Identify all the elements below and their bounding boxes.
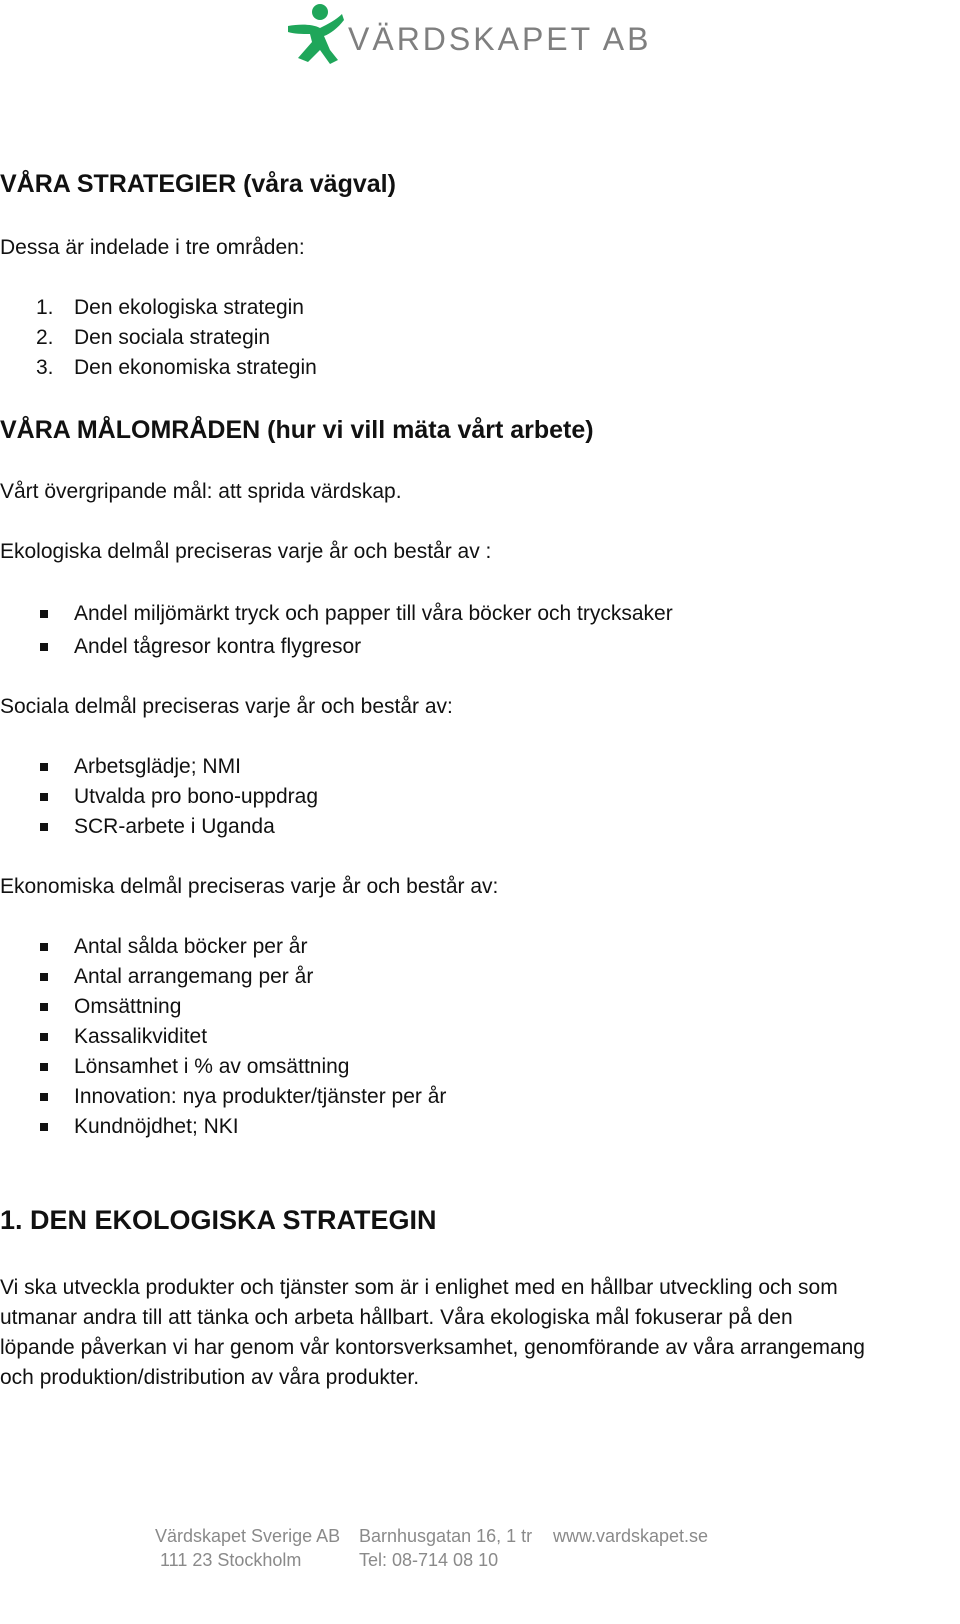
person-figure-icon [286,2,344,64]
paragraph-line: utmanar andra till att tänka och arbeta hållbart. Våra ekologiska mål fokuserar på den [0,1306,793,1329]
bullet-icon [40,793,48,801]
bullet-icon [40,1093,48,1101]
list-item-text: Andel miljömärkt tryck och papper till våra böcker och trycksaker [74,602,673,625]
econ-intro: Ekonomiska delmål preciseras varje år och består av: [0,875,499,898]
footer-street: Barnhusgatan 16, 1 tr [359,1526,533,1546]
bullet-icon [40,943,48,951]
eco-intro: Ekologiska delmål preciseras varje år och består av : [0,540,492,563]
bullet-icon [40,1123,48,1131]
footer-city: 111 23 Stockholm [160,1550,302,1570]
list-item-text: Omsättning [74,995,182,1018]
bullet-icon [40,763,48,771]
strategies-heading: VÅRA STRATEGIER (våra vägval) [0,170,396,198]
list-item-text: Utvalda pro bono-uppdrag [74,785,319,808]
list-item-text: Den ekonomiska strategin [74,356,317,379]
list-item-text: Innovation: nya produkter/tjänster per år [74,1085,447,1108]
list-item-text: Kassalikviditet [74,1025,208,1048]
company-logo [286,2,651,64]
paragraph-line: Vi ska utveckla produkter och tjänster som är i enlighet med en hållbar utveckling och som [0,1276,838,1299]
footer-company: Värdskapet Sverige AB [155,1526,341,1546]
list-number: 1. [36,296,54,319]
bullet-icon [40,973,48,981]
bullet-icon [40,1063,48,1071]
paragraph-line: och produktion/distribution av våra produkter. [0,1366,420,1389]
list-item-text: Den sociala strategin [74,326,271,349]
logo-text: VÄRDSKAPET AB [348,20,652,57]
bullet-icon [40,643,48,651]
footer-website-link[interactable]: www.vardskapet.se [553,1526,709,1546]
bullet-icon [40,823,48,831]
list-item-text: Arbetsglädje; NMI [74,755,241,778]
list-item-text: Kundnöjdhet; NKI [74,1115,239,1138]
goals-heading: VÅRA MÅLOMRÅDEN (hur vi vill mäta vårt arbete) [0,416,594,444]
bullet-icon [40,610,48,618]
bullet-icon [40,1033,48,1041]
list-item-text: Antal arrangemang per år [74,965,314,988]
bullet-icon [40,1003,48,1011]
social-intro: Sociala delmål preciseras varje år och består av: [0,695,453,718]
footer-phone: Tel: 08-714 08 10 [359,1550,499,1570]
overall-goal: Vårt övergripande mål: att sprida värdskap. [0,480,402,503]
list-number: 3. [36,356,54,379]
list-number: 2. [36,326,54,349]
list-item-text: Den ekologiska strategin [74,296,304,319]
list-item-text: SCR-arbete i Uganda [74,815,275,838]
ecological-strategy-heading: 1. DEN EKOLOGISKA STRATEGIN [0,1205,437,1235]
list-item-text: Antal sålda böcker per år [74,935,308,958]
ecological-strategy-body [0,1273,935,1393]
paragraph-line: löpande påverkan vi har genom vår kontorsverksamhet, genomförande av våra arrangemang [0,1336,865,1359]
strategies-intro: Dessa är indelade i tre områden: [0,236,305,259]
list-item-text: Andel tågresor kontra flygresor [74,635,362,658]
list-item-text: Lönsamhet i % av omsättning [74,1055,350,1078]
